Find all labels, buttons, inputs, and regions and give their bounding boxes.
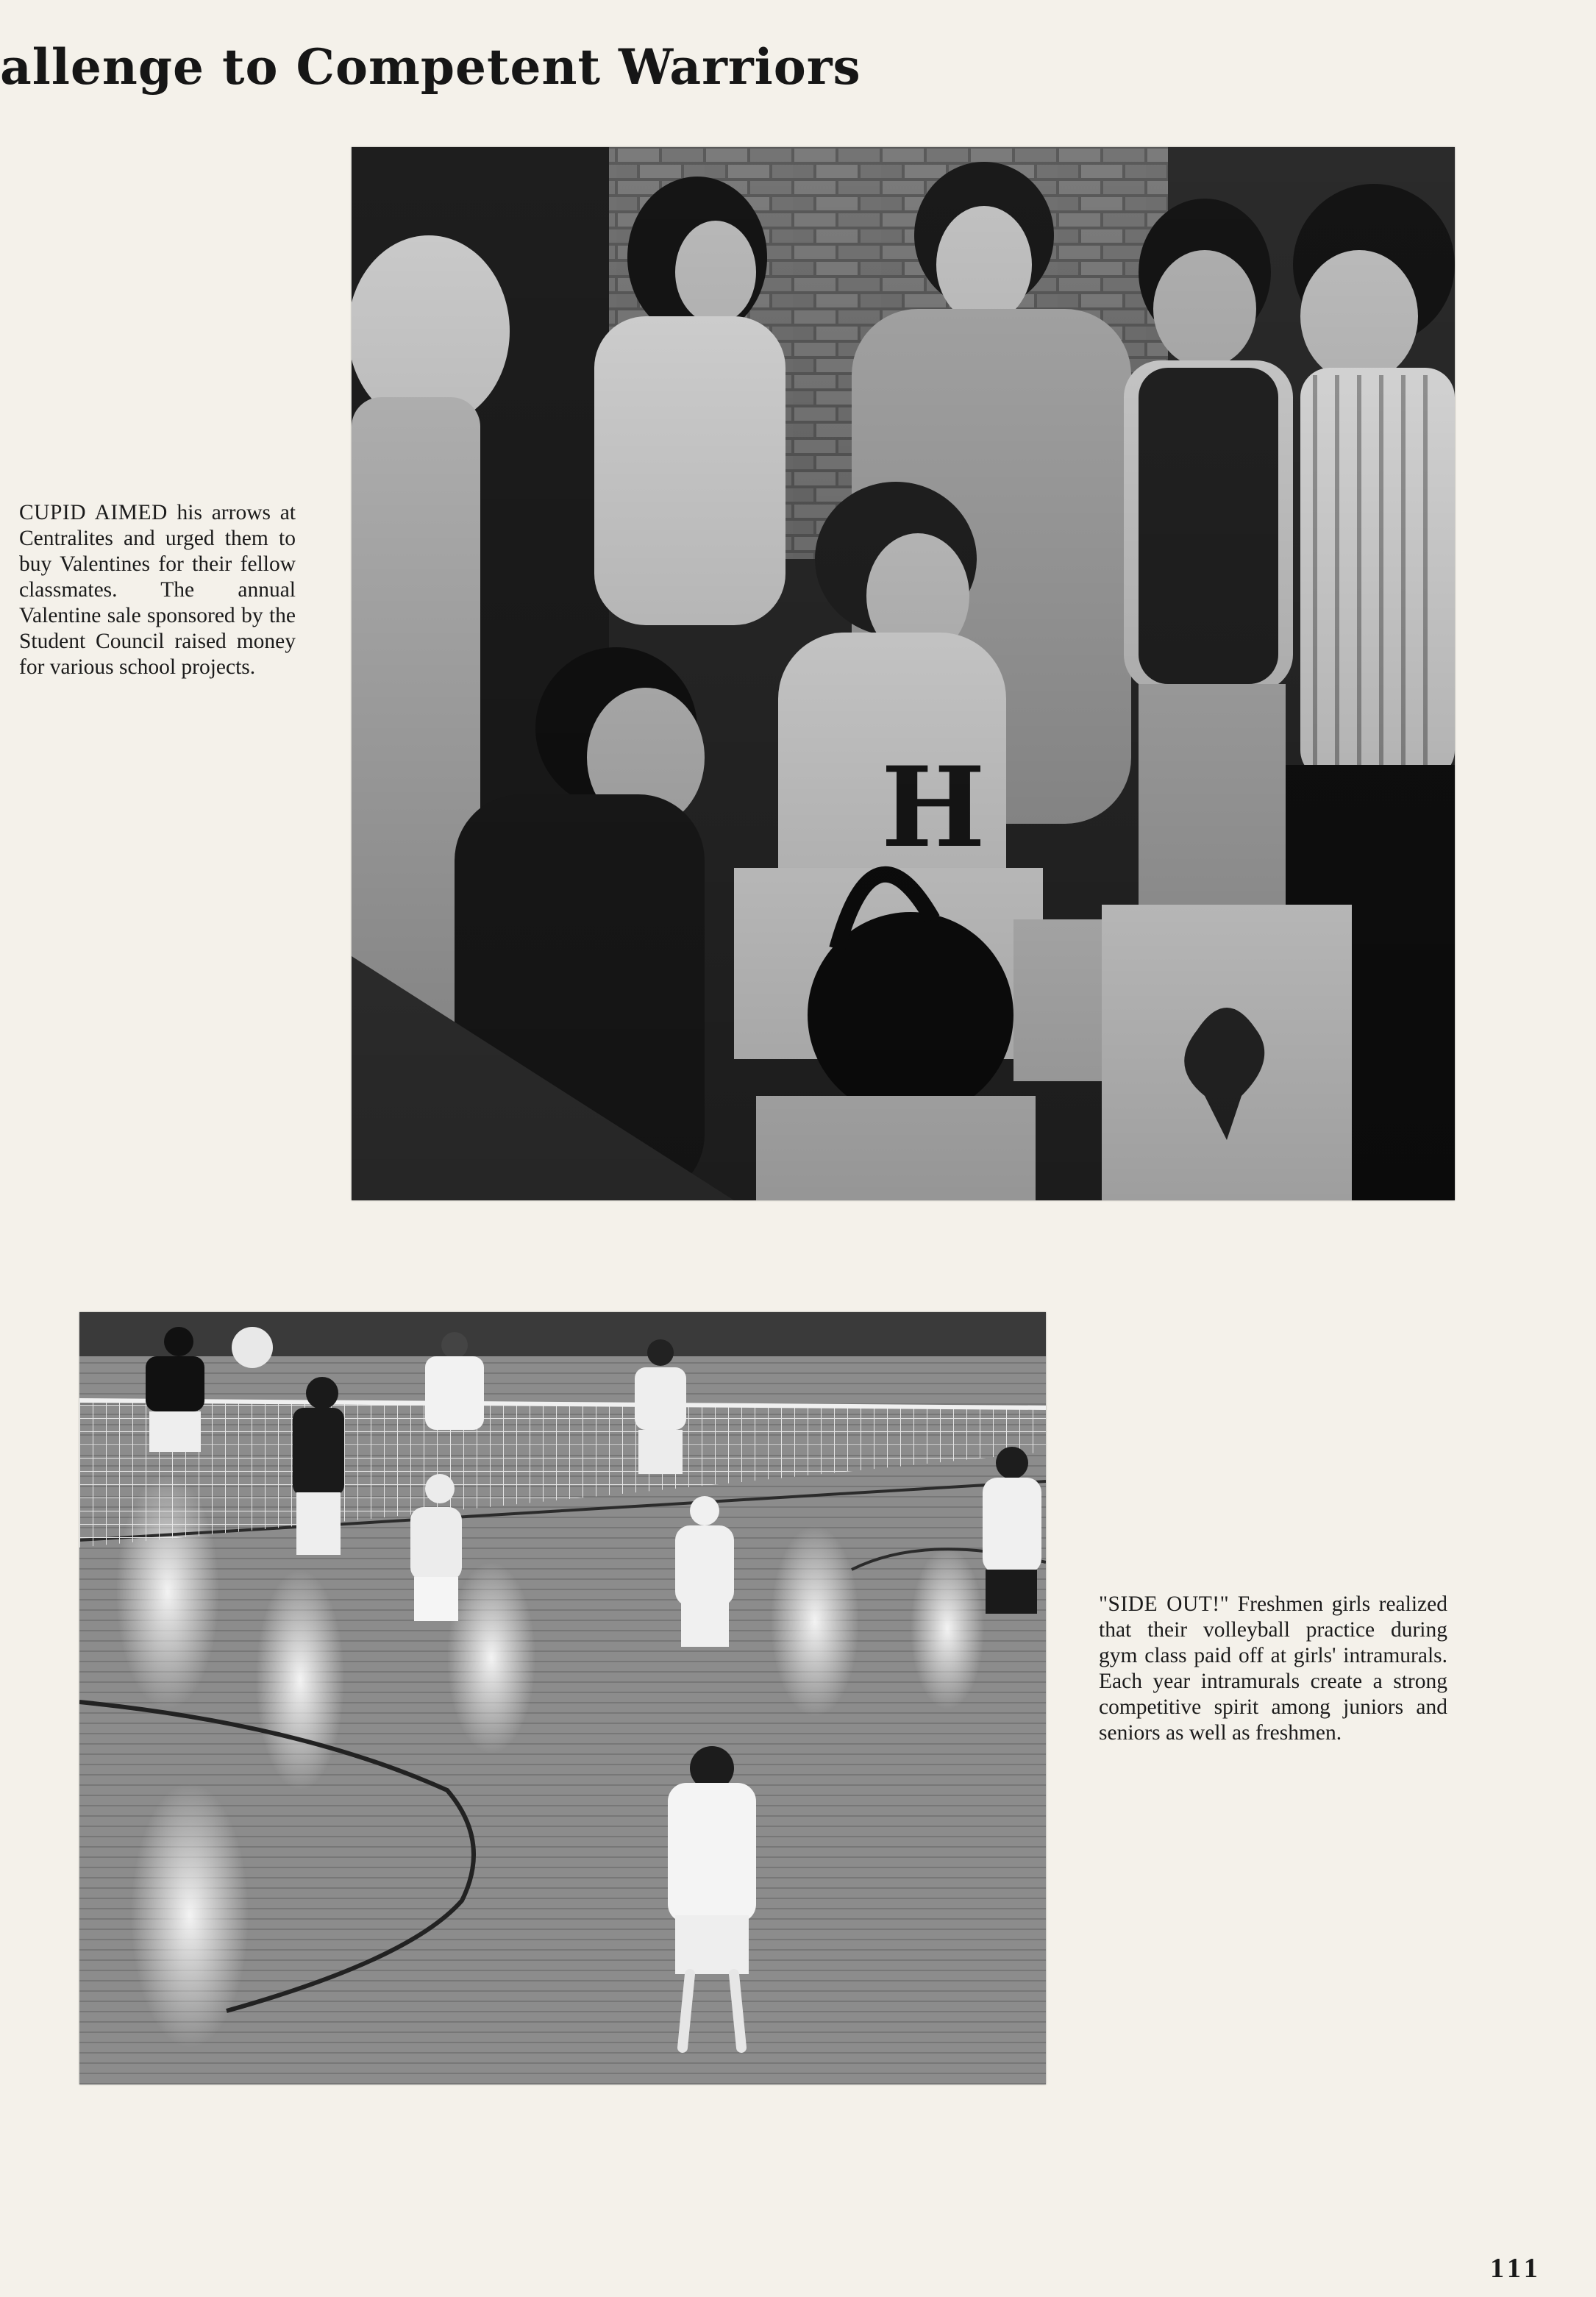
caption-lead: "SIDE OUT!" [1099, 1592, 1230, 1616]
valentine-sale-caption [19, 500, 296, 680]
volleyball-caption [1099, 1592, 1447, 1746]
caption-lead: CUPID AIMED [19, 501, 168, 524]
caption-body: his arrows at Centralites and urged them to buy Valentines for their fellow classmates. The annual Valentine sale sponsored by the Student Council raised money for various school projects. [19, 501, 296, 679]
page-number: 111 [1490, 2253, 1542, 2284]
valentine-sale-photo [352, 147, 1455, 1200]
valentine-sale-illustration [352, 147, 1455, 1200]
page-headline: allenge to Competent Warriors [0, 38, 861, 96]
volleyball-illustration [79, 1312, 1046, 2084]
volleyball-photo [79, 1312, 1046, 2084]
caption-body: Freshmen girls realized that their volleyball practice during gym class paid off at girls' intramurals. Each year intramurals create a strong competitive spirit among juniors and seniors as well as freshmen. [1099, 1592, 1447, 1745]
